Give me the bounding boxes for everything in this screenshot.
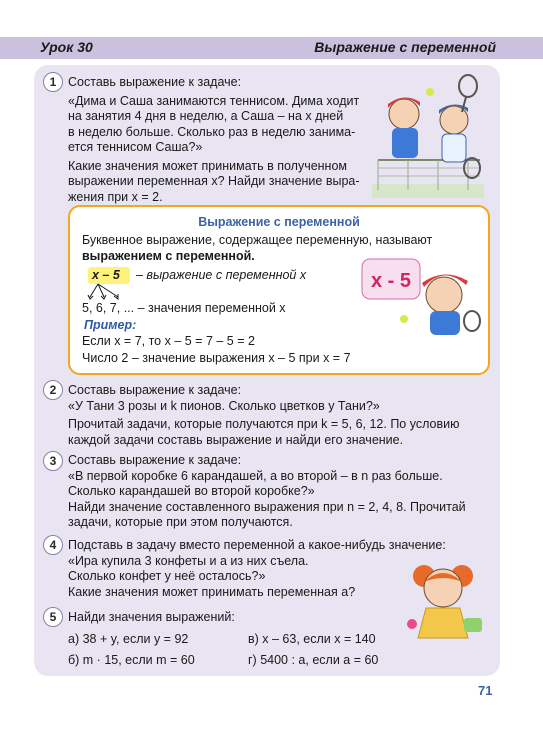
exercise-v: в) x – 63, если x = 140 <box>248 632 376 646</box>
task-number-2: 2 <box>43 380 63 400</box>
task-4-line: «Ира купила 3 конфеты и a из них съела. <box>68 553 309 568</box>
task-1-line: на занятия 4 дня в неделю, а Саша – на x дней <box>68 109 344 123</box>
task-2-text <box>68 383 488 448</box>
expression-note: – выражение с переменной x <box>136 268 307 282</box>
task-1-text <box>68 75 364 205</box>
task-4-line: Какие значения может принимать переменная a? <box>68 584 356 599</box>
definition-line-1: Буквенное выражение, содержащее переменную, называют <box>82 233 433 247</box>
kid-with-sign-illustration <box>360 255 484 337</box>
task-1-line: «Дима и Саша занимаются теннисом. Дима ходит <box>68 93 360 108</box>
task-number-3: 3 <box>43 451 63 471</box>
task-2-line: Прочитай задачи, которые получаются при k = 5, 6, 12. По условию <box>68 417 460 431</box>
example-line-2: Число 2 – значение выражения x – 5 при x = 7 <box>82 351 351 365</box>
definition-title: Выражение с переменной <box>198 215 360 229</box>
task-3-line: задачи, которые при этом получаются. <box>68 515 293 529</box>
task-3-line: «В первой коробке 6 карандашей, а во второй – в n раз больше. <box>68 468 443 483</box>
task-3-text <box>68 453 488 531</box>
lesson-topic: Выражение с переменной <box>314 39 496 55</box>
task-5-title: Найди значения выражений: <box>68 610 235 624</box>
task-number-4: 4 <box>43 535 63 555</box>
task-number-5: 5 <box>43 607 63 627</box>
example-line-1: Если x = 7, то x – 5 = 7 – 5 = 2 <box>82 334 255 348</box>
task-1-line: ется теннисом Саша?» <box>68 140 203 154</box>
expression-example: x – 5 <box>92 268 120 282</box>
task-1-line: выражении переменная x? Найди значение выра- <box>68 174 360 188</box>
task-2-line: каждой задачи составь выражение и найди его значение. <box>68 432 404 447</box>
task-1-line: Составь выражение к задаче: <box>68 75 242 89</box>
value-arrows <box>84 283 134 301</box>
task-1-line: жения при x = 2. <box>68 189 163 204</box>
lesson-number: Урок 30 <box>40 39 93 55</box>
task-4-line: Подставь в задачу вместо переменной a какое-нибудь значение: <box>68 538 446 552</box>
task-4-line: Сколько конфет у неё осталось?» <box>68 569 266 583</box>
task-1-line: Какие значения может принимать в полученном <box>68 158 348 173</box>
task-number-1: 1 <box>43 72 63 92</box>
variable-values: 5, 6, 7, ... – значения переменной x <box>82 301 286 315</box>
exercise-g: г) 5400 : a, если a = 60 <box>248 653 379 667</box>
definition-line-2: выражением с переменной. <box>82 248 255 263</box>
task-3-line: Найди значение составленного выражения при n = 2, 4, 8. Прочитай <box>68 499 466 514</box>
example-label: Пример: <box>84 318 137 332</box>
exercise-b: б) m · 15, если m = 60 <box>68 653 195 667</box>
task-2-line: «У Тани 3 розы и k пионов. Сколько цветков у Тани?» <box>68 398 380 413</box>
sign-text: x - 5 <box>370 270 412 292</box>
task-3-line: Сколько карандашей во второй коробке?» <box>68 484 315 498</box>
tennis-kids-illustration <box>368 72 490 202</box>
exercise-a: а) 38 + y, если y = 92 <box>68 632 189 646</box>
page-number: 71 <box>478 683 493 698</box>
girl-with-candy-illustration <box>398 560 488 640</box>
task-1-line: в неделю больше. Сколько раз в неделю занима- <box>68 124 356 139</box>
task-3-line: Составь выражение к задаче: <box>68 453 242 467</box>
task-2-line: Составь выражение к задаче: <box>68 383 242 397</box>
